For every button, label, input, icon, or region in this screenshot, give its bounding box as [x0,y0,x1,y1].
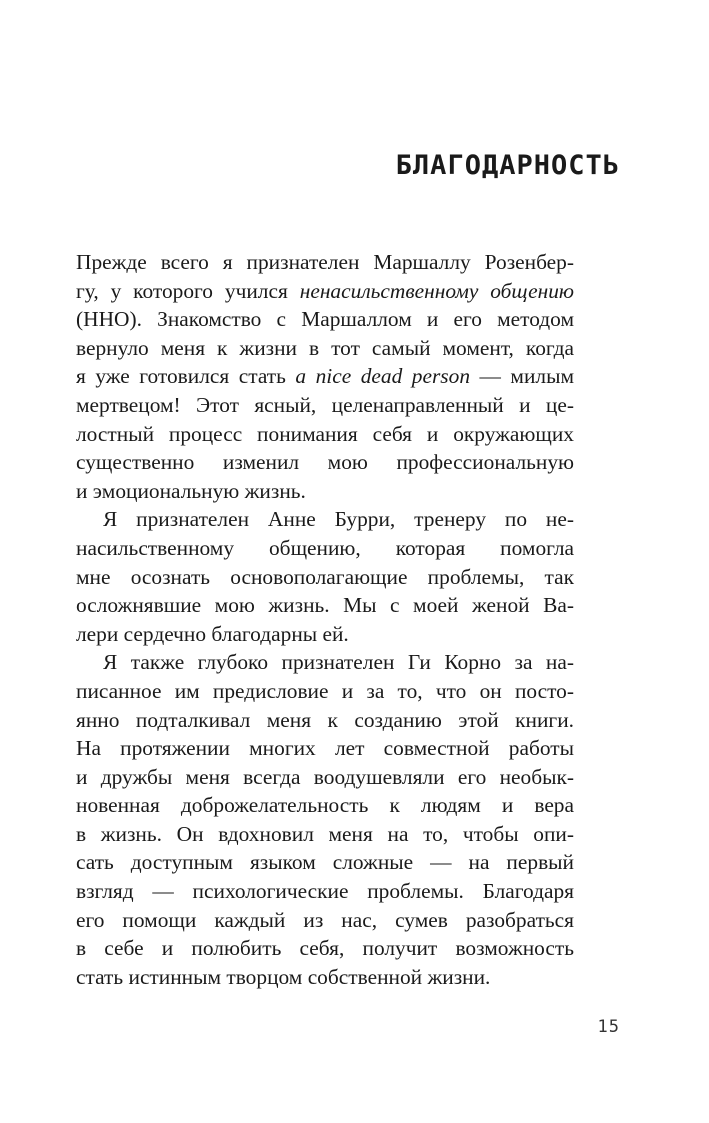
text-line [76,620,574,649]
text-run: и дружбы меня всегда воодушевляли его необык- [76,764,574,789]
text-run: (ННО). Знакомство с Маршаллом и его методом [76,307,574,332]
text-run: мертвецом! Этот ясный, целенаправленный и це- [76,392,574,417]
text-line [76,334,574,363]
text-line [76,248,574,277]
text-run: новенная доброжелательность к людям и вера [76,793,574,818]
page-number: 15 [597,1017,620,1037]
text-line [76,763,574,792]
text-line [76,391,574,420]
text-line [76,477,574,506]
italic-text: ненасильственному общению [299,278,574,303]
text-run: — милым [470,364,574,389]
text-line [76,277,574,306]
text-run: существенно изменил мою профессиональную [76,450,574,475]
paragraph [76,505,574,648]
text-run: сать доступным языком сложные — на первый [76,850,574,875]
text-line [76,906,574,935]
text-run: мне осознать основополагающие проблемы, так [76,564,574,589]
text-line [76,448,574,477]
text-run: и эмоциональную жизнь. [76,478,306,503]
text-run: в себе и полюбить себя, получит возможность [76,936,574,961]
text-line [76,420,574,449]
text-line [76,305,574,334]
text-run: стать истинным творцом собственной жизни. [76,964,491,989]
text-run: лери сердечно благодарны ей. [76,621,349,646]
text-line [76,963,574,992]
text-line [76,877,574,906]
text-run: Я признателен Анне Бурри, тренеру по не- [103,507,574,532]
text-line [76,648,574,677]
text-run: гу, у которого учился [76,278,300,303]
text-run: писанное им предисловие и за то, что он посто- [76,678,574,703]
paragraph [76,648,574,991]
text-line [76,591,574,620]
text-line [76,505,574,534]
text-run: Прежде всего я признателен Маршаллу Розенбер- [76,250,574,274]
text-run: На протяжении многих лет совместной работы [76,736,574,761]
text-run: вернуло меня к жизни в тот самый момент, когда [76,335,574,360]
text-run: насильственному общению, которая помогла [76,535,574,560]
paragraph [76,248,574,505]
text-line [76,563,574,592]
italic-text: a nice dead person [295,364,471,389]
text-run: в жизнь. Он вдохновил меня на то, чтобы опи- [76,821,574,846]
text-line [76,677,574,706]
text-line [76,706,574,735]
text-run: взгляд — психологические проблемы. Благодаря [76,879,574,904]
text-line [76,362,574,391]
text-run: его помощи каждый из нас, сумев разобраться [76,907,574,932]
text-run: Я также глубоко признателен Ги Корно за на- [103,650,574,675]
text-line [76,820,574,849]
text-run: лостный процесс понимания себя и окружающих [76,421,574,446]
text-line [76,791,574,820]
text-run: янно подталкивал меня к созданию этой книги. [76,707,574,732]
text-line [76,534,574,563]
text-line [76,848,574,877]
text-line [76,734,574,763]
text-run: я уже готовился стать [76,364,296,389]
text-run: осложнявшие мою жизнь. Мы с моей женой Ва- [76,593,574,618]
text-line [76,934,574,963]
chapter-title: БЛАГОДАРНОСТЬ [395,150,620,181]
chapter-body [76,248,574,991]
